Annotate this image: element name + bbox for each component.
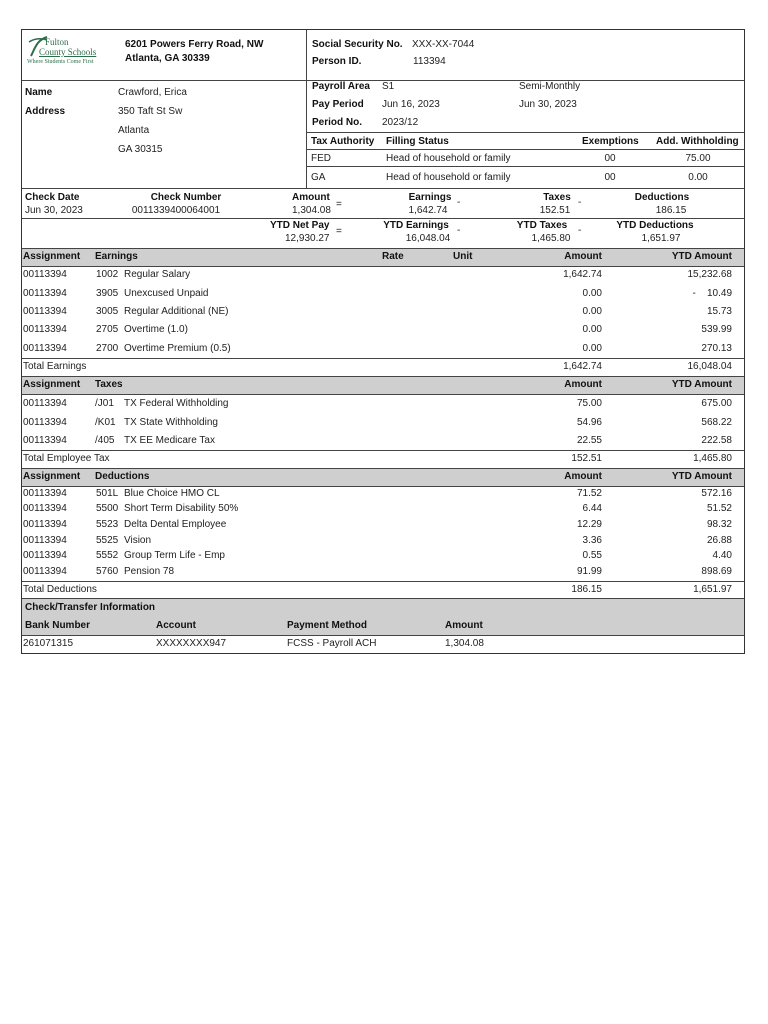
earning-description: Unexcused Unpaid	[124, 288, 209, 299]
account-header: Account	[156, 620, 196, 631]
check-number-label: Check Number	[150, 192, 222, 203]
deduction-ytd: 98.32	[706, 519, 732, 530]
assignment: 00113394	[23, 306, 67, 317]
transfer-amount-header: Amount	[445, 620, 483, 631]
add-withholding-header: Add. Withholding	[656, 136, 739, 147]
earning-code: 1002	[96, 269, 119, 280]
employee-name: Crawford, Erica	[118, 87, 187, 98]
deduction-ytd: 4.40	[712, 550, 732, 561]
table-row	[22, 517, 744, 532]
deduction-ytd: 898.69	[701, 566, 732, 577]
earning-description: Regular Salary	[124, 269, 191, 280]
assignment: 00113394	[23, 519, 67, 530]
exemptions: 00	[604, 172, 616, 183]
deduction-ytd: 26.88	[706, 535, 732, 546]
ssn-label: Social Security No.	[312, 39, 403, 50]
assignment: 00113394	[23, 288, 67, 299]
add-withholding: 75.00	[685, 153, 711, 164]
deduction-description: Vision	[124, 535, 152, 546]
deduction-code: 5525	[96, 535, 119, 546]
logo-line2: County Schools	[39, 47, 97, 57]
earning-ytd: 270.13	[701, 343, 732, 354]
table-row	[22, 395, 744, 413]
table-row	[22, 321, 744, 339]
assignment: 00113394	[23, 535, 67, 546]
tax-amount: 54.96	[576, 417, 602, 428]
person-id-value: 113394	[413, 56, 446, 67]
amount-label: Amount	[292, 192, 330, 203]
earning-ytd: - 10.49	[692, 288, 732, 299]
table-row	[22, 432, 744, 450]
deduction-amount: 12.29	[576, 519, 602, 530]
address-line1: 350 Taft St Sw	[118, 106, 183, 117]
exemptions: 00	[604, 153, 616, 164]
assignment: 00113394	[23, 417, 67, 428]
deduction-amount: 71.52	[576, 488, 602, 499]
table-row	[22, 486, 744, 501]
total-earnings-ytd: 16,048.04	[687, 361, 732, 372]
assignment-header: Assignment	[23, 379, 81, 390]
deductions-header: Deductions	[95, 471, 150, 482]
fulton-logo	[27, 34, 105, 72]
unit-header: Unit	[453, 251, 473, 262]
ytd-earnings-label: YTD Earnings	[383, 220, 449, 231]
earning-amount: 0.00	[582, 306, 602, 317]
employer-street: 6201 Powers Ferry Road, NW	[125, 39, 264, 50]
tax-description: TX EE Medicare Tax	[124, 435, 215, 446]
amount-header: Amount	[564, 471, 602, 482]
ytd-net-pay: 12,930.27	[285, 233, 330, 244]
assignment: 00113394	[23, 550, 67, 561]
earning-code: 3905	[96, 288, 119, 299]
pay-period-end: Jun 30, 2023	[519, 99, 577, 110]
tax-code: /K01	[95, 417, 116, 428]
assignment: 00113394	[23, 488, 67, 499]
tax-description: TX State Withholding	[124, 417, 218, 428]
amount-value: 1,304.08	[292, 205, 331, 216]
tax-description: TX Federal Withholding	[124, 398, 229, 409]
address-line2: Atlanta	[118, 125, 150, 136]
table-row	[22, 266, 744, 284]
total-earnings-label: Total Earnings	[23, 361, 87, 372]
bank-number-header: Bank Number	[25, 620, 91, 631]
deduction-description: Short Term Disability 50%	[124, 503, 239, 514]
deduction-amount: 3.36	[582, 535, 602, 546]
payroll-area-label: Payroll Area	[312, 81, 370, 92]
assignment: 00113394	[23, 398, 67, 409]
tax-amount: 75.00	[576, 398, 602, 409]
deduction-code: 501L	[96, 488, 119, 499]
earning-ytd: 539.99	[701, 324, 732, 335]
assignment: 00113394	[23, 435, 67, 446]
deduction-code: 5523	[96, 519, 119, 530]
deduction-code: 5500	[96, 503, 119, 514]
deduction-description: Delta Dental Employee	[124, 519, 227, 530]
filing-status-header: Filling Status	[386, 136, 449, 147]
assignment: 00113394	[23, 503, 67, 514]
ytd-taxes-label: YTD Taxes	[516, 220, 568, 231]
earning-description: Overtime Premium (0.5)	[124, 343, 231, 354]
tax-ytd: 675.00	[701, 398, 732, 409]
taxes-header: Taxes	[95, 379, 123, 390]
pay-stub	[21, 29, 745, 654]
earning-code: 3005	[96, 306, 119, 317]
tax-amount: 22.55	[576, 435, 602, 446]
earning-description: Regular Additional (NE)	[124, 306, 229, 317]
ytd-deductions-label: YTD Deductions	[616, 220, 694, 231]
tax-authority: FED	[311, 153, 331, 164]
table-row	[22, 548, 744, 563]
total-deductions-amount: 186.15	[571, 584, 602, 595]
table-row	[22, 501, 744, 516]
deduction-description: Group Term Life - Emp	[124, 550, 225, 561]
payroll-frequency: Semi-Monthly	[519, 81, 581, 92]
earnings-header: Earnings	[95, 251, 138, 262]
deduction-amount: 6.44	[582, 503, 602, 514]
pay-period-start: Jun 16, 2023	[382, 99, 440, 110]
tax-ytd: 568.22	[701, 417, 732, 428]
total-earnings-amount: 1,642.74	[563, 361, 602, 372]
equals-sign: =	[336, 226, 342, 237]
deduction-description: Pension 78	[124, 566, 175, 577]
period-no-label: Period No.	[312, 117, 363, 128]
deduction-ytd: 572.16	[701, 488, 732, 499]
table-row	[22, 303, 744, 321]
check-number: 0011339400064001	[131, 205, 221, 216]
earning-ytd: 15,232.68	[687, 269, 732, 280]
deductions-value: 186.15	[655, 205, 687, 216]
amount-header: Amount	[564, 379, 602, 390]
pay-period-label: Pay Period	[312, 99, 364, 110]
assignment: 00113394	[23, 324, 67, 335]
earning-amount: 0.00	[582, 343, 602, 354]
earning-amount: 0.00	[582, 324, 602, 335]
tax-code: /405	[95, 435, 115, 446]
taxes-label: Taxes	[543, 192, 571, 203]
taxes-value: 152.51	[539, 205, 571, 216]
transfer-amount: 1,304.08	[445, 638, 484, 649]
rate-header: Rate	[382, 251, 404, 262]
equals-sign: =	[336, 199, 342, 210]
total-tax-amount: 152.51	[571, 453, 602, 464]
total-deductions-ytd: 1,651.97	[693, 584, 732, 595]
total-deductions-label: Total Deductions	[23, 584, 97, 595]
table-row	[22, 285, 744, 303]
deduction-code: 5760	[96, 566, 119, 577]
tax-authority: GA	[311, 172, 326, 183]
assignment: 00113394	[23, 343, 67, 354]
name-label: Name	[25, 87, 53, 98]
tax-authority-header: Tax Authority	[311, 136, 375, 147]
period-no: 2023/12	[382, 117, 419, 128]
payment-method-header: Payment Method	[287, 620, 368, 631]
deduction-code: 5552	[96, 550, 119, 561]
assignment-header: Assignment	[23, 471, 81, 482]
deduction-ytd: 51.52	[706, 503, 732, 514]
address-line3: GA 30315	[118, 144, 163, 155]
total-tax-ytd: 1,465.80	[693, 453, 732, 464]
table-row	[22, 533, 744, 548]
minus-sign: -	[578, 225, 582, 236]
filing-status: Head of household or family	[386, 153, 511, 164]
earning-code: 2705	[96, 324, 119, 335]
ytd-amount-header: YTD Amount	[671, 471, 732, 482]
ytd-taxes: 1,465.80	[531, 233, 571, 244]
earning-description: Overtime (1.0)	[124, 324, 188, 335]
ytd-earnings: 16,048.04	[405, 233, 451, 244]
deductions-label: Deductions	[634, 192, 690, 203]
payroll-area: S1	[382, 81, 395, 92]
person-id-label: Person ID.	[312, 56, 362, 67]
table-row	[22, 564, 744, 579]
tax-ytd: 222.58	[701, 435, 732, 446]
earning-amount: 0.00	[582, 288, 602, 299]
add-withholding: 0.00	[688, 172, 708, 183]
ytd-amount-header: YTD Amount	[671, 251, 732, 262]
payment-method: FCSS - Payroll ACH	[287, 638, 377, 649]
total-tax-label: Total Employee Tax	[23, 453, 110, 464]
address-label: Address	[25, 106, 66, 117]
ytd-net-pay-label: YTD Net Pay	[270, 220, 330, 231]
earnings-label: Earnings	[408, 192, 452, 203]
ytd-deductions: 1,651.97	[641, 233, 681, 244]
exemptions-header: Exemptions	[582, 136, 639, 147]
check-date: Jun 30, 2023	[25, 205, 83, 216]
tax-code: /J01	[95, 398, 114, 409]
minus-sign: -	[457, 197, 461, 208]
table-row	[22, 340, 744, 358]
earning-ytd: 15.73	[706, 306, 732, 317]
account-number: XXXXXXXX947	[156, 638, 227, 649]
logo-line1: Fulton	[45, 37, 69, 47]
assignment: 00113394	[23, 566, 67, 577]
earnings-value: 1,642.74	[408, 205, 448, 216]
ytd-amount-header: YTD Amount	[671, 379, 732, 390]
earning-code: 2700	[96, 343, 119, 354]
deduction-amount: 91.99	[576, 566, 602, 577]
table-row	[22, 414, 744, 432]
bank-number: 261071315	[23, 638, 74, 649]
amount-header: Amount	[564, 251, 602, 262]
earning-amount: 1,642.74	[563, 269, 602, 280]
assignment: 00113394	[23, 269, 67, 280]
deduction-description: Blue Choice HMO CL	[124, 488, 220, 499]
check-date-label: Check Date	[25, 192, 80, 203]
transfer-title: Check/Transfer Information	[25, 602, 156, 613]
minus-sign: -	[457, 225, 461, 236]
ssn-value: XXX-XX-7044	[412, 39, 475, 50]
logo-tagline: Where Students Come First	[27, 59, 94, 65]
filing-status: Head of household or family	[386, 172, 511, 183]
employer-city: Atlanta, GA 30339	[125, 53, 210, 64]
assignment-header: Assignment	[23, 251, 81, 262]
minus-sign: -	[578, 197, 582, 208]
deduction-amount: 0.55	[582, 550, 602, 561]
